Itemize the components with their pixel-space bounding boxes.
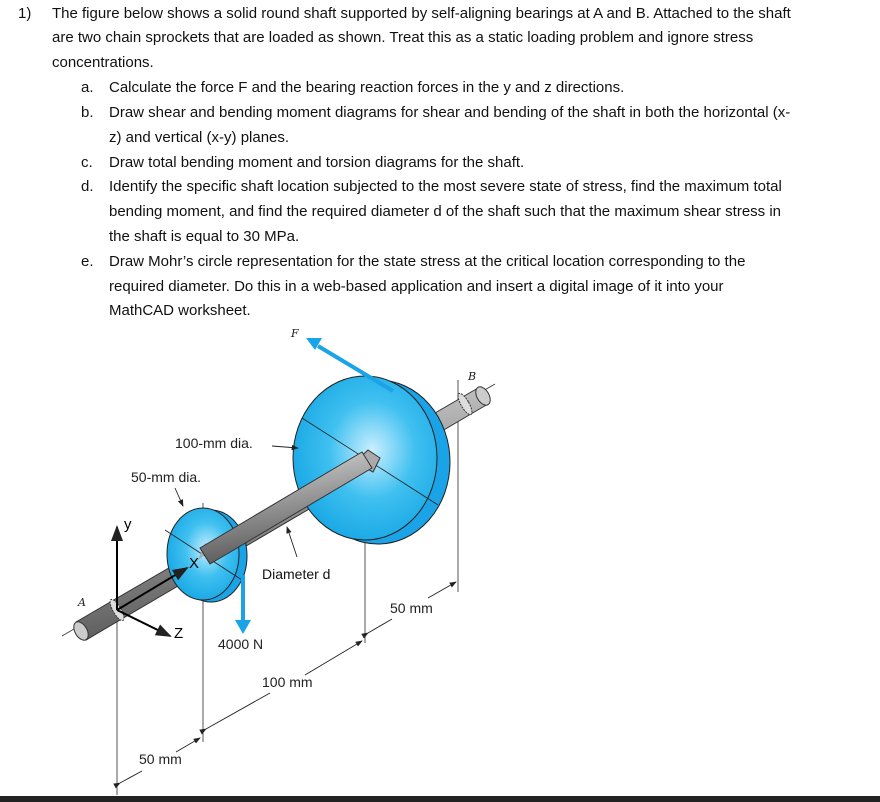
item-line: Calculate the force F and the bearing reaction forces in the y and z directions. — [109, 79, 625, 96]
item-line: Draw Mohr’s circle representation for the state stress at the critical location corresponding to the — [109, 253, 746, 270]
label-a: A — [78, 596, 86, 609]
axis-y-label: y — [124, 516, 132, 533]
item-letter: d. — [81, 178, 94, 195]
leader-diameter — [287, 527, 297, 557]
label-50-dia: 50-mm dia. — [131, 469, 202, 485]
item-line: MathCAD worksheet. — [109, 302, 251, 319]
item-line: the shaft is equal to 30 MPa. — [109, 228, 300, 245]
item-line: Identify the specific shaft location subjected to the most severe state of stress, find the maximum total — [109, 178, 782, 195]
label-f: F — [291, 327, 299, 340]
axis-z-label: Z — [174, 625, 184, 642]
item-letter: b. — [81, 104, 94, 121]
item-line: Draw total bending moment and torsion diagrams for the shaft. — [109, 154, 525, 171]
intro-line: are two chain sprockets that are loaded as shown. Treat this as a static loading problem and ignore stress — [52, 29, 754, 46]
dim-50mm-right: 50 mm — [390, 600, 433, 616]
label-b: B — [468, 370, 477, 383]
page-bottom-rule — [0, 796, 880, 802]
leader-50-dia — [175, 488, 183, 506]
item-line: Draw shear and bending moment diagrams for shear and bending of the shaft in both the horizontal (x- — [109, 104, 791, 121]
item-line: z) and vertical (x-y) planes. — [109, 129, 290, 146]
label-100-dia: 100-mm dia. — [175, 435, 253, 451]
item-line: required diameter. Do this in a web-based application and insert a digital image of it into your — [109, 278, 724, 295]
large-sprocket — [293, 376, 450, 544]
dim-50mm-left: 50 mm — [139, 751, 182, 767]
problem-number: 1) — [18, 5, 32, 22]
load-arrowhead — [235, 620, 251, 634]
label-4000n: 4000 N — [218, 636, 264, 652]
item-letter: a. — [81, 79, 94, 96]
intro-line: The figure below shows a solid round shaft supported by self-aligning bearings at A and B. Attached to the shaft — [52, 5, 791, 22]
label-diameter-d: Diameter d — [262, 566, 331, 582]
item-line: bending moment, and find the required diameter d of the shaft such that the maximum shear stress in — [109, 203, 782, 220]
dim-100mm: 100 mm — [262, 674, 313, 690]
intro-line: concentrations. — [52, 54, 154, 71]
item-letter: c. — [81, 154, 93, 171]
axis-x-label: X — [189, 555, 200, 572]
item-letter: e. — [81, 253, 94, 270]
